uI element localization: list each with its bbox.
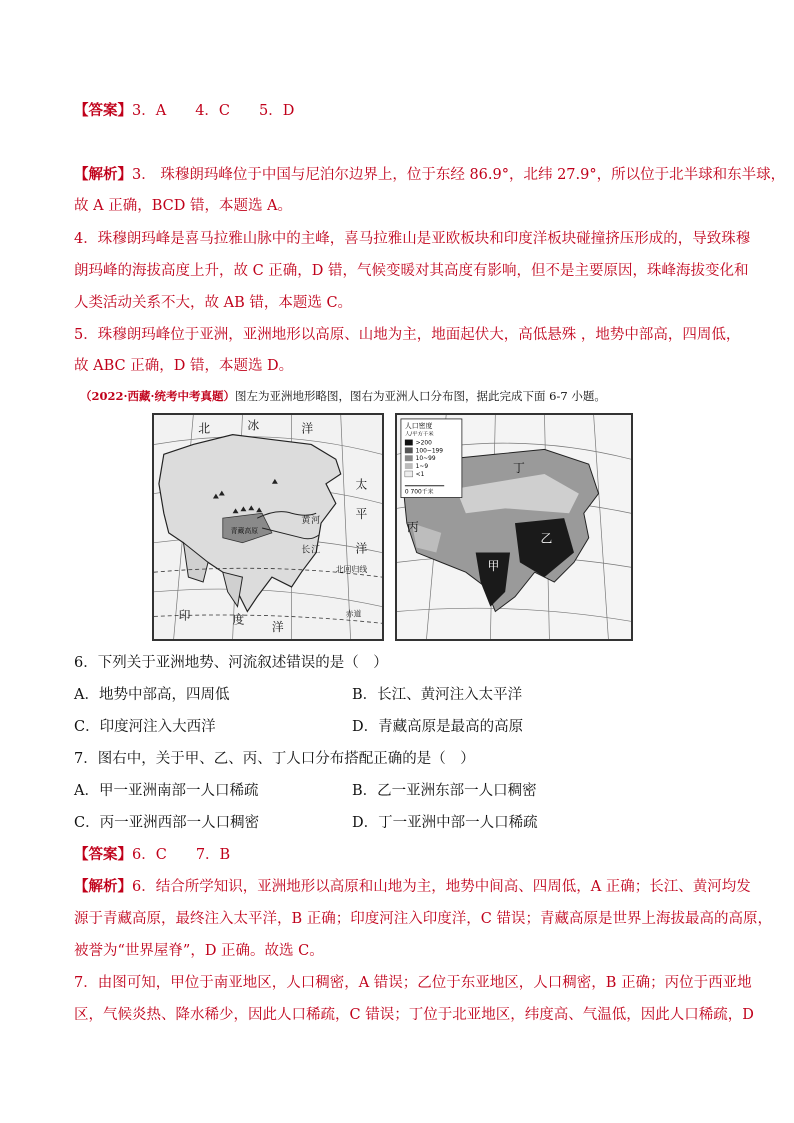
label-yin: 印: [178, 608, 191, 623]
analysis-line: 5．珠穆朗玛峰位于亚洲，亚洲地形以高原、山地为主，地面起伏大，高低悬殊 ，地势中部高，四周低，: [74, 327, 741, 343]
legend-item: >200: [415, 440, 432, 447]
legend-title: 人口密度: [404, 421, 433, 430]
analysis-line: 故 ABC 正确，D 错，本题选 D。: [74, 358, 294, 374]
label-equator: 赤道: [345, 609, 362, 619]
q7-option-d[interactable]: D．丁一亚洲中部一人口稀疏: [352, 815, 538, 831]
label-he: 河: [311, 516, 321, 527]
label-bing: 冰: [247, 418, 260, 433]
q7-option-b[interactable]: B．乙一亚洲东部一人口稠密: [352, 783, 537, 799]
analysis-text: 3． 珠穆朗玛峰位于中国与尼泊尔边界上，位于东经 86.9°，北纬 27.9°，所以位于北半球和东半球，: [132, 167, 786, 183]
analysis-line: 源于青藏高原，最终注入太平洋，B 正确；印度河注入印度洋，C 错误；青藏高原是世界上海拔最高的高原，: [74, 911, 772, 927]
label-du: 度: [232, 612, 245, 627]
q6-option-c[interactable]: C．印度河注入大西洋: [74, 719, 216, 735]
q7-option-a[interactable]: A．甲一亚洲南部一人口稀疏: [74, 783, 259, 799]
analysis-line: 故 A 正确，BCD 错，本题选 A。: [74, 198, 293, 214]
analysis-line: 人类活动关系不大，故 AB 错，本题选 C。: [74, 295, 353, 311]
analysis-tag: 【解析】: [74, 166, 132, 183]
q6-option-a[interactable]: A．地势中部高，四周低: [74, 687, 230, 703]
population-map-svg: [397, 415, 631, 639]
analysis-line: [74, 165, 785, 185]
answer-line-2: [74, 845, 230, 865]
question-7-stem: 7．图右中，关于甲、乙、丙、丁人口分布搭配正确的是（ ）: [74, 751, 475, 767]
legend-item: 1~9: [415, 464, 429, 471]
label-tropic: 北回归线: [335, 565, 368, 575]
q7-option-c[interactable]: C．丙一亚洲西部一人口稠密: [74, 815, 260, 831]
legend-item: 100~199: [415, 448, 444, 455]
answer-text: 3．A 4．C 5．D: [132, 103, 295, 119]
label-huang: 黄: [301, 516, 311, 527]
label-yang-s: 洋: [271, 620, 284, 635]
question-intro-text: 图左为亚洲地形略图，图右为亚洲人口分布图，据此完成下面 6-7 小题。: [235, 389, 606, 403]
label-tai: 太: [355, 477, 368, 492]
label-ding: 丁: [513, 460, 525, 475]
label-yang-e: 洋: [355, 541, 368, 556]
label-ping: 平: [355, 507, 368, 522]
label-bei: 北: [198, 421, 211, 436]
label-jiang: 江: [311, 545, 321, 556]
analysis-line: 区，气候炎热、降水稀少，因此人口稀疏，C 错误；丁位于北亚地区，纬度高、气温低，因此人口稀疏，D: [74, 1007, 754, 1023]
label-yang-n: 洋: [301, 421, 314, 436]
answer-tag: 【答案】: [74, 102, 132, 119]
analysis-line: 被誉为“世界屋脊”，D 正确。故选 C。: [74, 943, 324, 959]
q6-option-b[interactable]: B．长江、黄河注入太平洋: [352, 687, 523, 703]
label-yi: 乙: [540, 531, 553, 546]
legend-item: <1: [415, 471, 425, 478]
label-bing-region: 丙: [406, 519, 419, 534]
analysis-line: [74, 877, 751, 897]
answer-line-1: [74, 101, 294, 121]
scale-bar: 0 700千米: [404, 489, 434, 496]
label-jia: 甲: [487, 559, 500, 574]
answer-text: 6．C 7．B: [132, 847, 231, 863]
question-6-stem: 6．下列关于亚洲地势、河流叙述错误的是（ ）: [74, 655, 388, 671]
analysis-text: 6．结合所学知识，亚洲地形以高原和山地为主，地势中间高、四周低，A 正确；长江、黄河均发: [132, 879, 751, 895]
legend-item: 10~99: [415, 456, 436, 463]
q6-option-d[interactable]: D．青藏高原是最高的高原: [352, 719, 524, 735]
asia-population-map: [395, 413, 633, 641]
question-source: （2022·西藏·统考中考真题）: [80, 389, 236, 403]
analysis-tag: 【解析】: [74, 878, 132, 895]
question-intro: [80, 388, 606, 404]
label-chang: 长: [301, 545, 311, 556]
terrain-map-svg: [154, 415, 382, 639]
asia-terrain-map: [152, 413, 384, 641]
analysis-line: 7．由图可知，甲位于南亚地区，人口稠密，A 错误；乙位于东亚地区，人口稠密，B 正确；丙位于西亚地: [74, 975, 752, 991]
analysis-line: 朗玛峰的海拔高度上升，故 C 正确，D 错，气候变暖对其高度有影响，但不是主要原因，珠峰海拔变化和: [74, 263, 749, 279]
legend-unit: 人/平方千米: [404, 431, 434, 438]
label-plateau: 青藏高原: [230, 526, 259, 535]
analysis-line: 4．珠穆朗玛峰是喜马拉雅山脉中的主峰，喜马拉雅山是亚欧板块和印度洋板块碰撞挤压形成的，导致珠穆: [74, 231, 751, 247]
answer-tag: 【答案】: [74, 846, 132, 863]
